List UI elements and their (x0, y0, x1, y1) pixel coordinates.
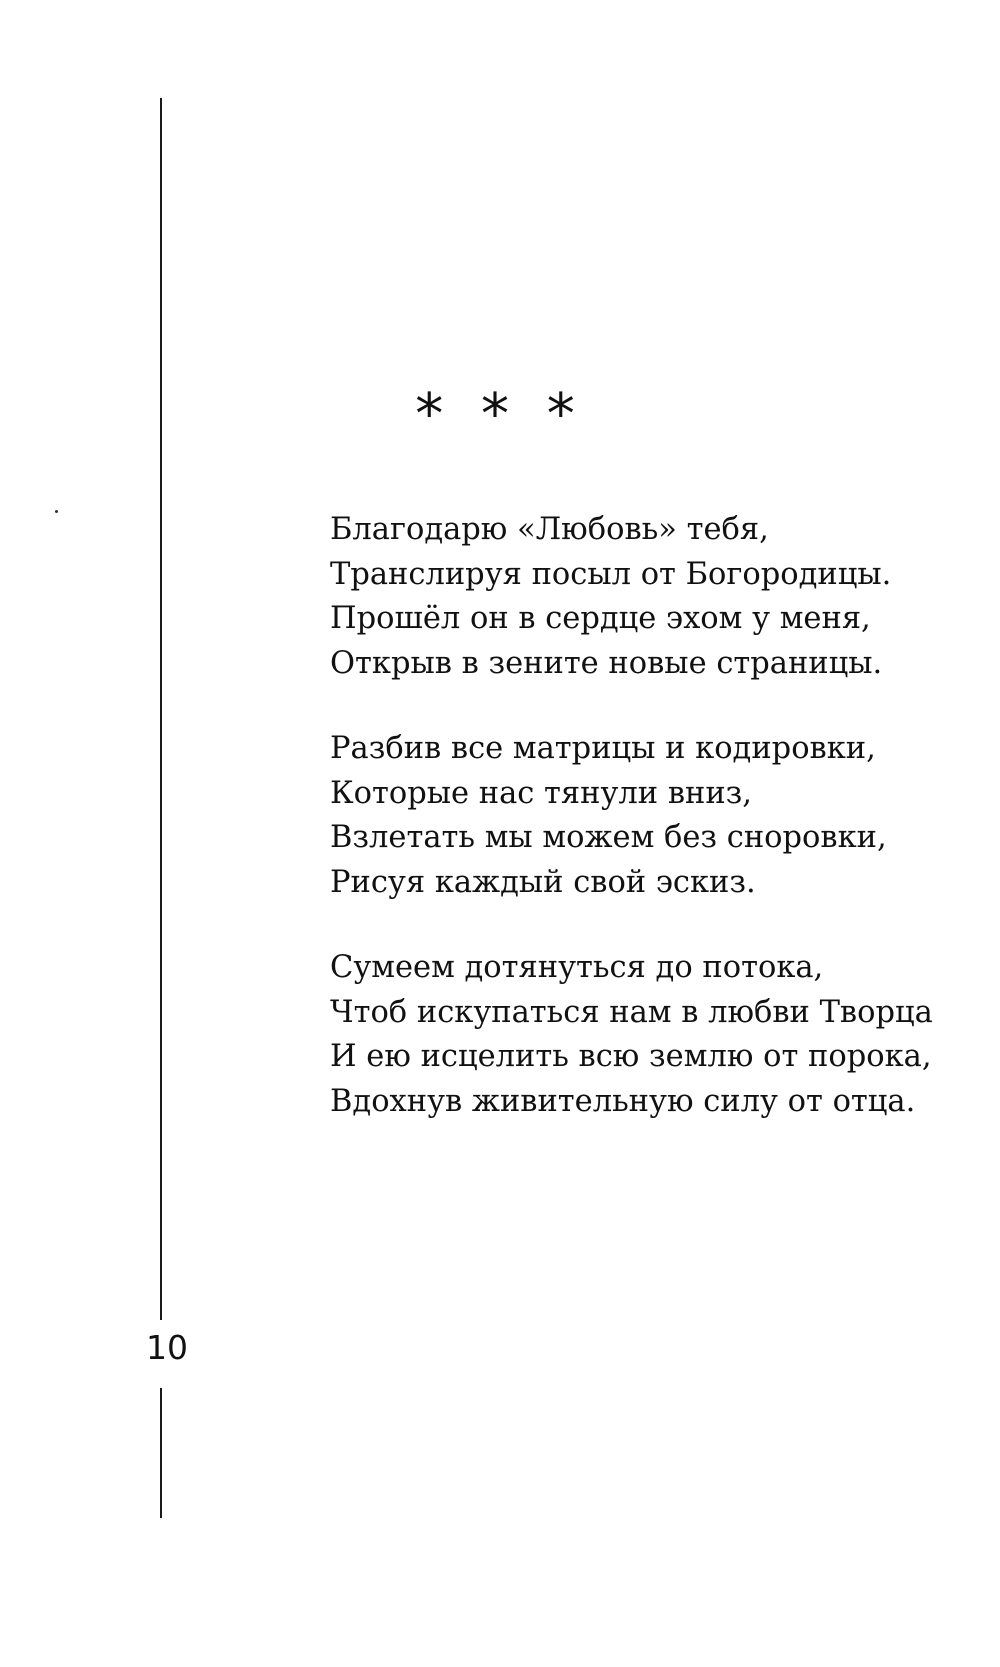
poem-line: Сумеем дотянуться до потока, (330, 950, 824, 985)
stanza-2 (330, 727, 970, 905)
poem-line: Открыв в зените новые страницы. (330, 645, 883, 681)
poem-line: И ею исцелить всю землю от порока, (330, 1039, 932, 1074)
poem-line: Взлетать мы можем без сноровки, (330, 820, 887, 855)
asterism-separator: * * * (415, 382, 585, 447)
poem-line: Транслируя посыл от Богородицы. (330, 556, 892, 592)
poem-line: Рисуя каждый свой эскиз. (330, 864, 756, 900)
poem (330, 508, 970, 1165)
margin-rule-bottom (160, 1388, 162, 1518)
poem-line: Которые нас тянули вниз, (330, 775, 752, 811)
margin-rule-top (160, 98, 162, 1320)
poem-line: Вдохнув живительную силу от отца. (330, 1083, 916, 1119)
poem-line: Чтоб искупаться нам в любви Творца (330, 994, 933, 1030)
stanza-3 (330, 946, 970, 1124)
scan-speck (55, 510, 58, 513)
poem-line: Благодарю «Любовь» тебя, (330, 512, 769, 547)
stanza-1 (330, 508, 970, 686)
poem-line: Разбив все матрицы и кодировки, (330, 731, 876, 766)
page-number: 10 (146, 1328, 188, 1367)
poem-line: Прошёл он в сердце эхом у меня, (330, 601, 871, 636)
